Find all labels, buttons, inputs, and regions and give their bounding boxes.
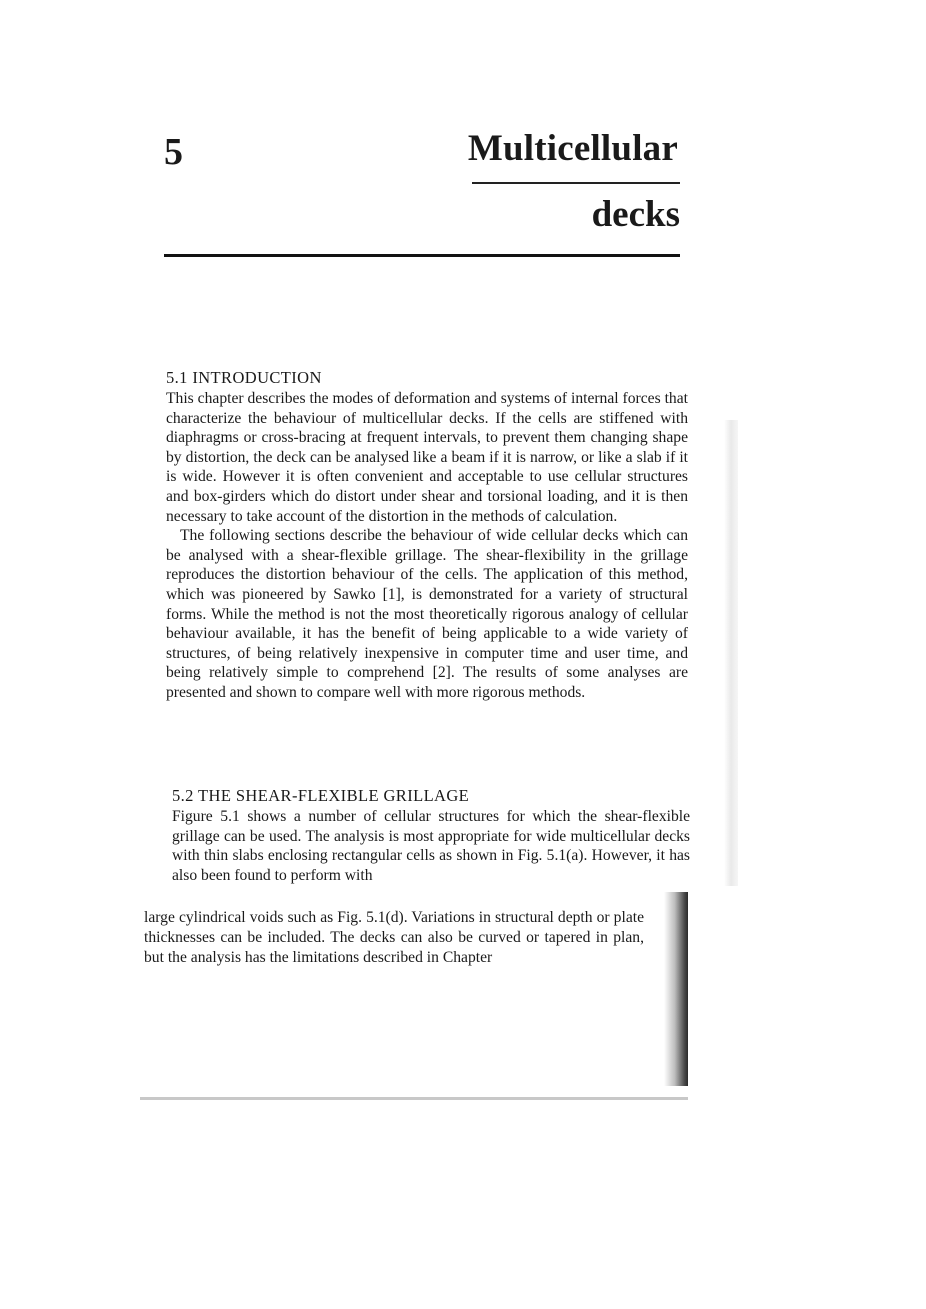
section-heading-grillage: 5.2 THE SHEAR-FLEXIBLE GRILLAGE bbox=[172, 786, 470, 805]
title-divider-short bbox=[472, 182, 680, 184]
section-heading-introduction: 5.1 INTRODUCTION bbox=[166, 368, 322, 387]
page-bottom-edge bbox=[140, 1097, 688, 1100]
chapter-title-line-2: decks bbox=[591, 194, 680, 235]
intro-paragraph-2: The following sections describe the behaviour of wide cellular decks which can be analysed with a shear-flexible grillage. The shear-flexibility in the grillage reproduces the distortion behaviour of the cells. The application of this method, which was pioneered by Sawko [1], is demonstrated for a variety of structural forms. While the method is not the most theoretically rigorous analogy of cellular behaviour available, it has the benefit of being applicable to a wide variety of structures, of being relatively inexpensive in computer time and user time, and being relatively simple to comprehend [2]. The results of some analyses are presented and shown to compare well with more rigorous methods. bbox=[166, 527, 688, 701]
chapter-number: 5 bbox=[164, 131, 183, 173]
intro-paragraph-1: This chapter describes the modes of deformation and systems of internal forces that characterize the behaviour of multicellular decks. If the cells are stiffened with diaphragms or cross-bracing at frequent intervals, to prevent them changing shape by distortion, the deck can be analysed like a beam if it is narrow, or like a slab if it is wide. However it is often convenient and acceptable to use cellular structures and box-girders which do distort under shear and torsional loading, and it is then necessary to take account of the distortion in the methods of calculation. bbox=[166, 390, 688, 525]
scan-page-edge-shadow bbox=[664, 892, 688, 1086]
grillage-paragraph-1: Figure 5.1 shows a number of cellular structures for which the shear-flexible grillage can be used. The analysis is most appropriate for wide multicellular decks with thin slabs enclosing rectangular cells as shown in Fig. 5.1(a). However, it has also been found to perform with bbox=[172, 808, 690, 884]
title-divider-long bbox=[164, 254, 680, 257]
scan-shadow-strip bbox=[724, 420, 738, 886]
grillage-paragraph-continuation: large cylindrical voids such as Fig. 5.1(d). Variations in structural depth or plate thicknesses can be included. The decks can also be curved or tapered in plan, but the analysis has the limitations described in Chapter bbox=[144, 908, 644, 966]
section-shear-flexible-grillage bbox=[172, 786, 690, 885]
section-introduction bbox=[166, 368, 688, 703]
chapter-title-line-1: Multicellular bbox=[467, 128, 678, 169]
